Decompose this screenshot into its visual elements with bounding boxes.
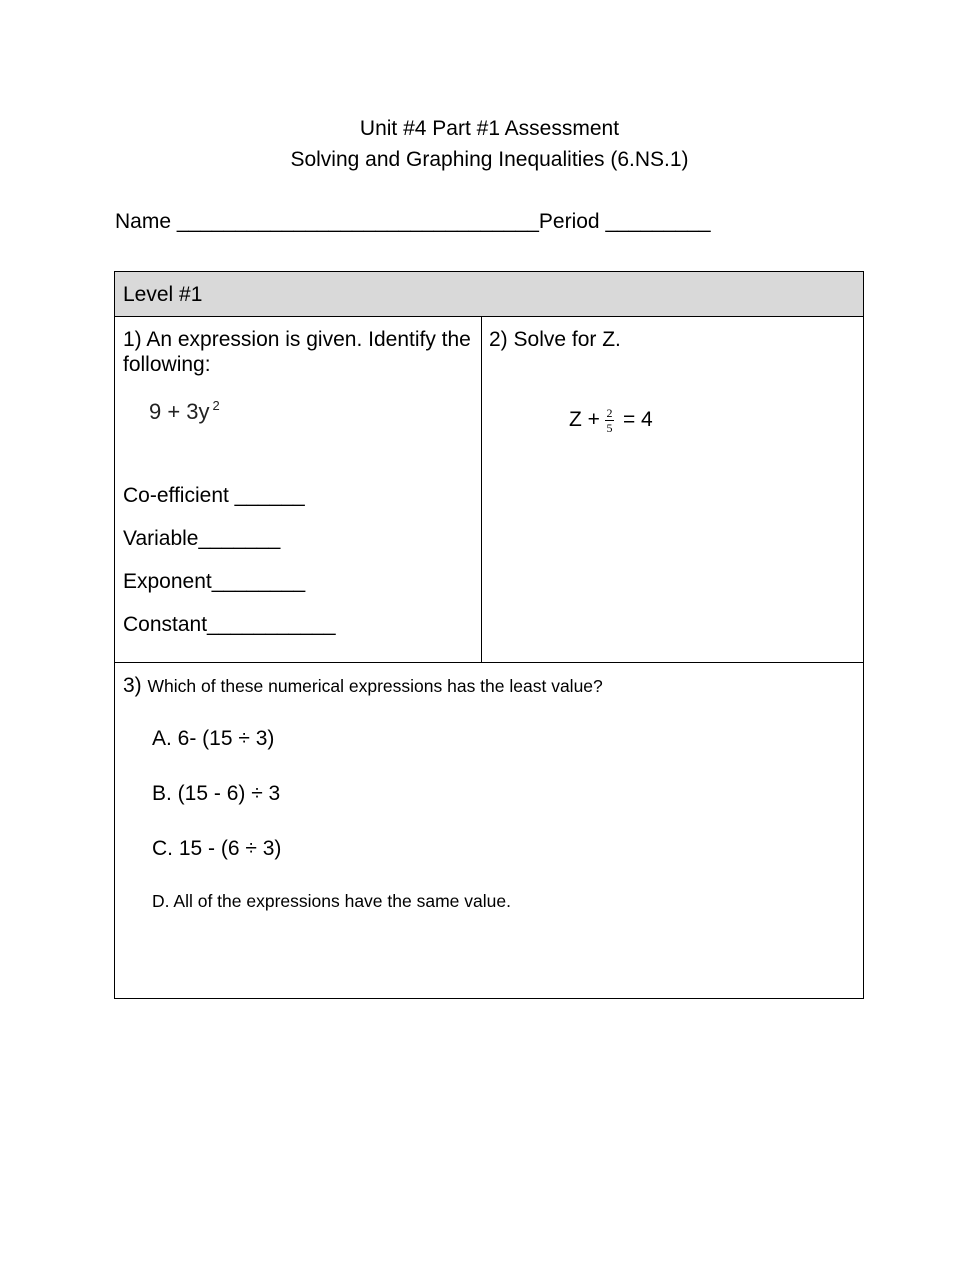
variable-blank: Variable_______: [123, 527, 281, 550]
level-label: Level #1: [123, 283, 203, 306]
equation-left: Z +: [569, 408, 600, 431]
fraction-denominator: 5: [606, 420, 613, 435]
fraction-two-fifths: [605, 407, 614, 434]
question-2-equation: [569, 404, 653, 436]
constant-blank: Constant___________: [123, 613, 336, 636]
question-1-prompt: 1) An expression is given. Identify the following:: [123, 328, 471, 376]
name-period-line: Name _______________________________Period _________: [115, 210, 711, 233]
question-3-number: 3): [123, 674, 142, 697]
coefficient-blank: Co-efficient ______: [123, 484, 305, 507]
question-3-text: Which of these numerical expressions has the least value?: [147, 676, 603, 696]
fraction-numerator: 2: [606, 405, 613, 420]
expression-exponent: 2: [212, 398, 220, 413]
assessment-table: [114, 271, 864, 999]
question-3-prompt: [123, 674, 603, 698]
assessment-subtitle: Solving and Graphing Inequalities (6.NS.1): [290, 148, 689, 171]
expression-base: 9 + 3y: [149, 399, 210, 424]
option-a: A. 6- (15 ÷ 3): [152, 727, 275, 750]
column-divider: [481, 317, 482, 662]
exponent-blank: Exponent________: [123, 570, 306, 593]
row-divider: [115, 662, 863, 663]
equation-right: = 4: [622, 408, 653, 431]
assessment-title: Unit #4 Part #1 Assessment: [359, 117, 620, 140]
option-d: D. All of the expressions have the same value.: [152, 891, 511, 911]
question-2-prompt: 2) Solve for Z.: [489, 328, 621, 351]
question-1-expression: [149, 393, 220, 425]
option-c: C. 15 - (6 ÷ 3): [152, 837, 282, 860]
option-b: B. (15 - 6) ÷ 3: [152, 782, 281, 805]
level-header-row: [115, 272, 863, 317]
